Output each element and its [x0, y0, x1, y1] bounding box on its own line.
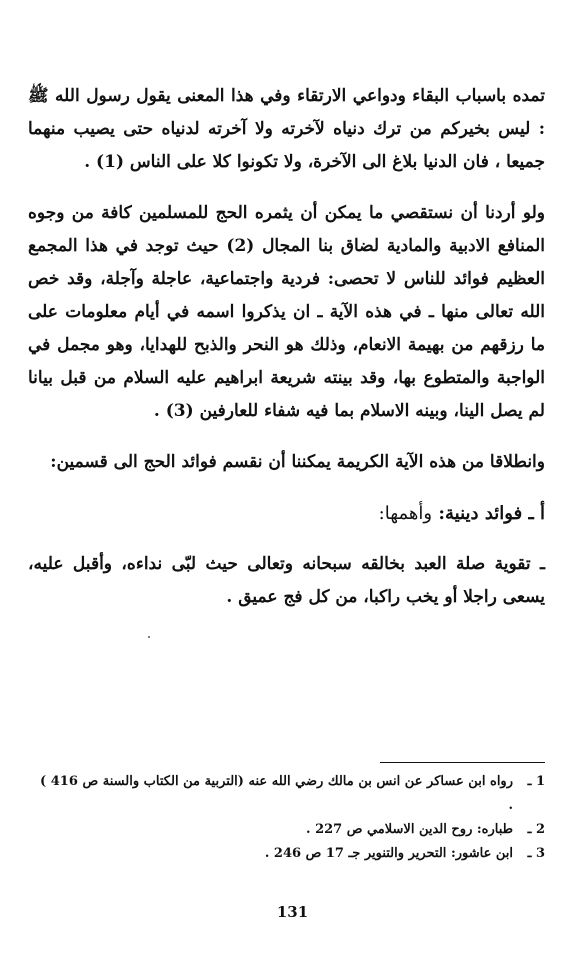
main-text — [28, 80, 545, 614]
bullet-paragraph: ـ تقوية صلة العبد بخالقه سبحانه وتعالى حيث لبّى نداءه، وأقبل عليه، يسعى راجلا أو يخب راكبا، من كل فج عميق . — [28, 554, 545, 607]
footnote-text: ابن عاشور: التحرير والتنوير جـ 17 ص 246 . — [264, 846, 513, 861]
footnote-text: رواه ابن عساكر عن انس بن مالك رضي الله عنه (التربية من الكتاب والسنة ص 416 ) . — [40, 774, 513, 813]
footnote-number: 3 ـ — [527, 846, 545, 861]
footnote-divider — [380, 762, 545, 763]
footnote-number: 1 ـ — [527, 774, 545, 789]
section-heading-rest: وأهمها: — [378, 503, 433, 524]
footnote-text: طباره: روح الدين الاسلامي ص 227 . — [306, 822, 513, 837]
paragraph-hadith: تمده باسباب البقاء ودواعي الارتقاء وفي هذا المعنى يقول رسول الله ﷺ : ليس بخيركم من ترك دنياه لآخرته ولا آخرته لدنياه حتى يصيب منهما جميعا ، فان الدنيا بلاغ الى الآخرة، ولا تكونوا كلا على الناس (1) . — [28, 86, 545, 172]
section-heading — [28, 497, 545, 530]
footnote-3 — [40, 842, 545, 866]
footnote-number: 2 ـ — [527, 822, 545, 837]
page-number: 131 — [276, 903, 309, 921]
section-heading-label: أ ـ فوائد دينية: — [438, 503, 545, 524]
footnotes — [40, 770, 545, 866]
paragraph-division: وانطلاقا من هذه الآية الكريمة يمكننا أن نقسم فوائد الحج الى قسمين: — [50, 452, 545, 472]
footnote-1 — [40, 770, 545, 818]
paragraph-benefits: ولو أردنا أن نستقصي ما يمكن أن يثمره الحج للمسلمين كافة من وجوه المنافع الادبية والمادية لضاق بنا المجال (2) حيث توجد في هذا المجمع العظيم فوائد للناس لا تحصى: فردية واجتماعية، عاجلة وآجلة، وقد خص الله تعالى منها ـ في هذه الآية ـ ان يذكروا اسمه في أيام معلومات على ما رزقهم من بهيمة الانعام، وذلك هو النحر والذبح للهدايا، وهو مجمل في الواجبة والمتطوع بها، وقد بينته شريعة ابراهيم عليه السلام من قبل بيانا لم يصل الينا، وبينه الاسلام بما فيه شفاء للعارفين (3) . — [28, 203, 545, 421]
footnote-2 — [40, 818, 545, 842]
scan-speck — [148, 636, 150, 638]
